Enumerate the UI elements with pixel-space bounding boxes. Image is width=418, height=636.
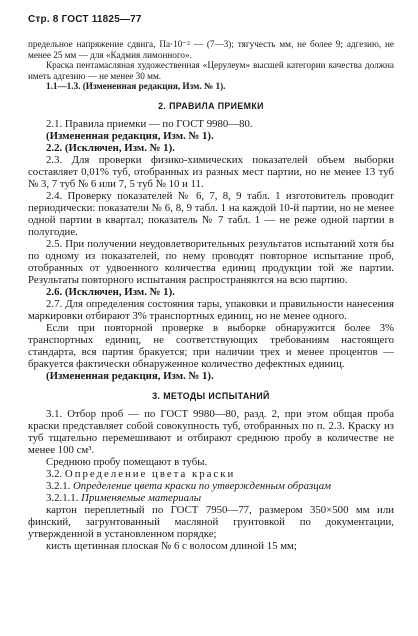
para-2-1-change: (Измененная редакция, Изм. № 1). — [46, 129, 214, 142]
para-2-7: 2.7. Для определения состояния тары, упаковки и правильности нанесения маркировки отбирают 3% транспортных единиц, но не менее одного. — [28, 297, 394, 322]
para-3-2-1-1-number: 3.2.1.1. — [46, 491, 79, 504]
para-2-1: 2.1. Правила приемки — по ГОСТ 9980—80. — [46, 117, 253, 130]
material-brush: кисть щетинная плоская № 6 с волосом длиной 15 мм; — [46, 539, 297, 552]
section-2-title: 2. ПРАВИЛА ПРИЕМКИ — [158, 100, 264, 111]
section-3-title: 3. МЕТОДЫ ИСПЫТАНИЙ — [152, 390, 270, 401]
intro-continuation: предельное напряжение сдвига, Па·10⁻² — (7—3); тягучесть мм, не более 9; адгезию, не менее 25 мм — для «Кадмия лимонного». — [28, 39, 394, 60]
material-cardboard: картон переплетный по ГОСТ 7950—77, размером 350×500 мм или финский, загрунтованный масляной грунтовкой по документации, утвержденной в установленном порядке; — [28, 503, 394, 540]
para-3-2-1 — [28, 480, 394, 492]
para-3-2-1-heading: Определение цвета краски по утвержденным образцам — [73, 479, 332, 492]
para-3-2-1-1 — [28, 492, 394, 504]
para-3-2-number: 3.2. — [46, 467, 63, 480]
para-3-2-1-number: 3.2.1. — [46, 479, 71, 492]
page-header: Стр. 8 ГОСТ 11825—77 — [28, 14, 142, 25]
para-3-2 — [28, 468, 394, 480]
para-2-4: 2.4. Проверку показателей № 6, 7, 8, 9 табл. 1 изготовитель проводит периодически: показатели № 6, 8, 9 табл. 1 на каждой 10-й партии, но не менее одной партии в квартал; показатель № 7 табл. 1 — не реже одной партии в полугодие. — [28, 189, 394, 238]
intro-change-note: 1.1—1.3. (Измененная редакция, Изм. № 1). — [46, 81, 226, 91]
para-2-3: 2.3. Для проверки физико-химических показателей объем выборки составляет 0,01% туб, отобранных из разных мест партии, но не менее 13 туб № 3, 7 туб № 6 или 7, 5 туб № 10 и 11. — [28, 153, 394, 190]
para-2-6: 2.6. (Исключен, Изм. № 1). — [46, 285, 175, 298]
para-3-1-continued: Среднюю пробу помещают в тубы. — [46, 455, 208, 468]
para-3-1: 3.1. Отбор проб — по ГОСТ 9980—80, разд. 2, при этом общая проба краски представляет собой совокупность туб, отобранных по п. 2.3. Краску из туб тщательно перемешивают и отбирают среднюю пробу в количестве не менее 100 см³. — [28, 407, 394, 456]
para-3-2-1-1-heading: Применяемые материалы — [81, 491, 202, 504]
para-3-2-heading: Определение цвета краски — [64, 467, 236, 480]
para-2-7-change: (Измененная редакция, Изм. № 1). — [46, 369, 214, 382]
document-page — [28, 14, 394, 552]
intro-ceruleum-paragraph: Краска пентамасляная художественная «Церулеум» высшей категории качества должна иметь адгезию — не менее 30 мм. — [28, 60, 394, 81]
para-2-5: 2.5. При получении неудовлетворительных результатов испытаний хотя бы по одному из показателей, по нему проводят повторное испытание проб, отобранных от удвоенного количества единиц продукции той же партии. Результаты повторного испытания распространяются на всю партию. — [28, 237, 394, 286]
para-2-7-continued: Если при повторной проверке в выборке обнаружится более 3% транспортных единиц, не соответствующих требованиям настоящего стандарта, вся партия бракуется; при наличии трех и менее процентов — бракуется фактически обнаруженное количество дефектных единиц. — [28, 321, 394, 370]
para-2-2: 2.2. (Исключен, Изм. № 1). — [46, 141, 175, 154]
